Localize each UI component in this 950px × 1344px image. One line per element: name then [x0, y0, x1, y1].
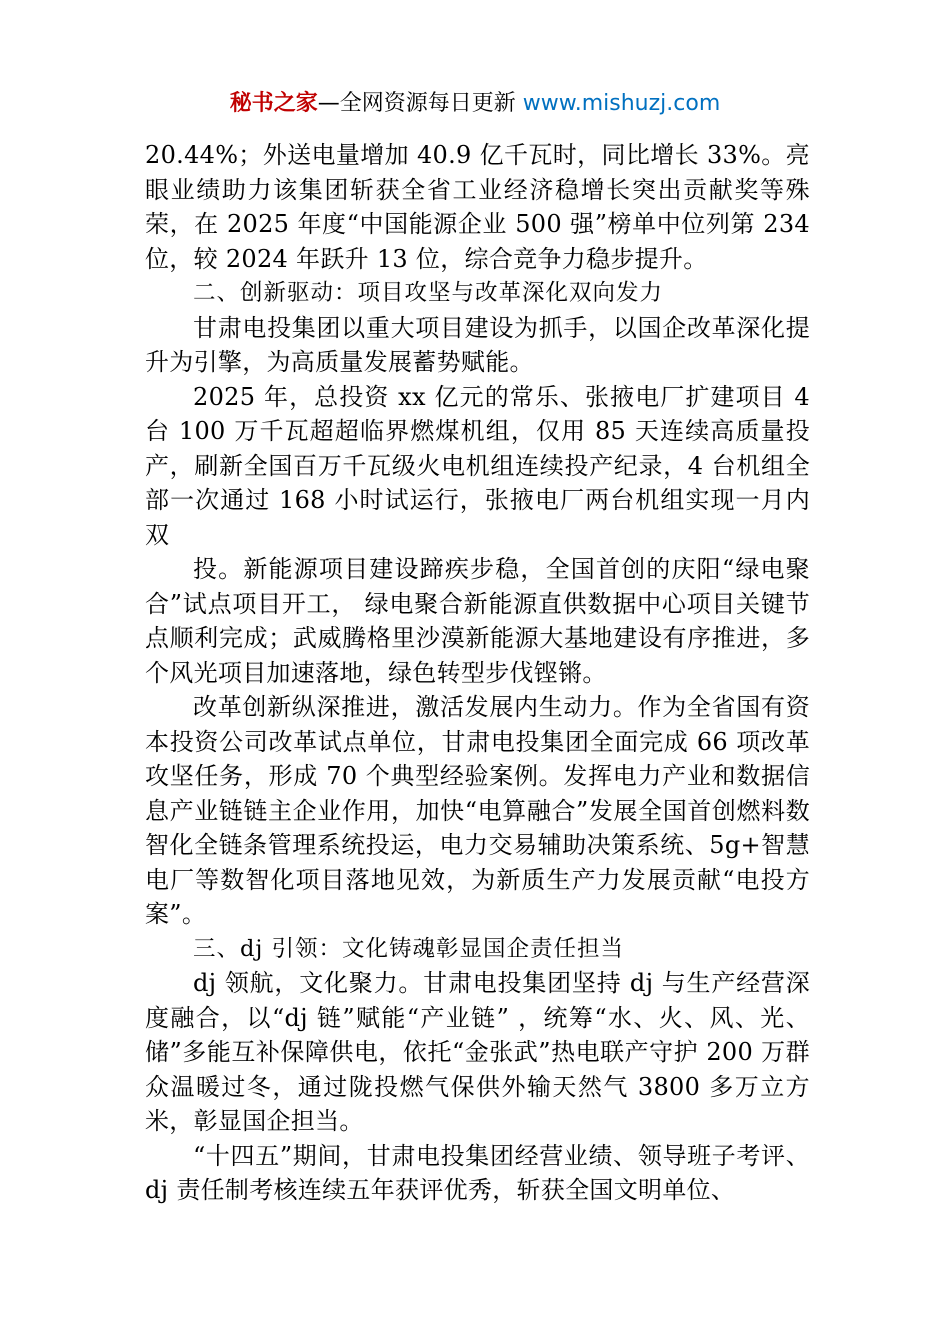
paragraph-innovation-intro: 甘肃电投集团以重大项目建设为抓手，以国企改革深化提升为引擎，为高质量发展蓄势赋能。	[145, 313, 810, 376]
paragraph-new-energy: 投。新能源项目建设蹄疾步稳，全国首创的庆阳“绿电聚合”试点项目开工， 绿电聚合新能源直供数据中心项目关键节点顺利完成；武威腾格里沙漠新能源大基地建设有序推进，多个风光项目加速落地，绿色转型步伐铿锵。	[145, 555, 810, 687]
paragraph-performance-continued: 20.44%；外送电量增加 40.9 亿千瓦时，同比增长 33%。亮眼业绩助力该集团斩获全省工业经济稳增长突出贡献奖等殊荣，在 2025 年度“中国能源企业 500 强”榜单中位列第 234 位，较 2024 年跃升 13 位，综合竞争力稳步提升。	[145, 141, 810, 273]
section-heading-culture: 三、dj 引领：文化铸魂彰显国企责任担当	[193, 935, 625, 962]
website-link[interactable]: www.mishuzj.com	[522, 91, 721, 116]
header-tagline: —全网资源每日更新	[317, 91, 523, 116]
brand-name: 秘书之家	[229, 91, 318, 116]
paragraph-fourteenth-five-year: “十四五”期间，甘肃电投集团经营业绩、领导班子考评、dj 责任制考核连续五年获评优秀，斩获全国文明单位、	[145, 1141, 810, 1204]
paragraph-projects-2025: 2025 年，总投资 xx 亿元的常乐、张掖电厂扩建项目 4 台 100 万千瓦超超临界燃煤机组，仅用 85 天连续高质量投产，刷新全国百万千瓦级火电机组连续投产纪录，4 台机组全部一次通过 168 小时试运行，张掖电厂两台机组实现一月内双	[145, 382, 810, 549]
paragraph-reform: 改革创新纵深推进，激活发展内生动力。作为全省国有资本投资公司改革试点单位，甘肃电投集团全面完成 66 项改革攻坚任务，形成 70 个典型经验案例。发挥电力产业和数据信息产业链链主企业作用，加快“电算融合”发展全国首创燃料数智化全链条管理系统投运，电力交易辅助决策系统、5g+智慧电厂等数智化项目落地见效，为新质生产力发展贡献“电投方案”。	[145, 693, 810, 928]
paragraph-culture: dj 领航，文化聚力。甘肃电投集团坚持 dj 与生产经营深度融合，以“dj 链”赋能“产业链” ，统筹“水、火、风、光、储”多能互补保障供电，依托“金张武”热电联产守护 200 万群众温暖过冬，通过陇投燃气保供外输天然气 3800 多万立方米，彰显国企担当。	[145, 969, 810, 1135]
section-heading-innovation: 二、创新驱动：项目攻坚与改革深化双向发力	[193, 280, 664, 306]
page-header	[0, 88, 950, 120]
document-body	[145, 138, 810, 1208]
